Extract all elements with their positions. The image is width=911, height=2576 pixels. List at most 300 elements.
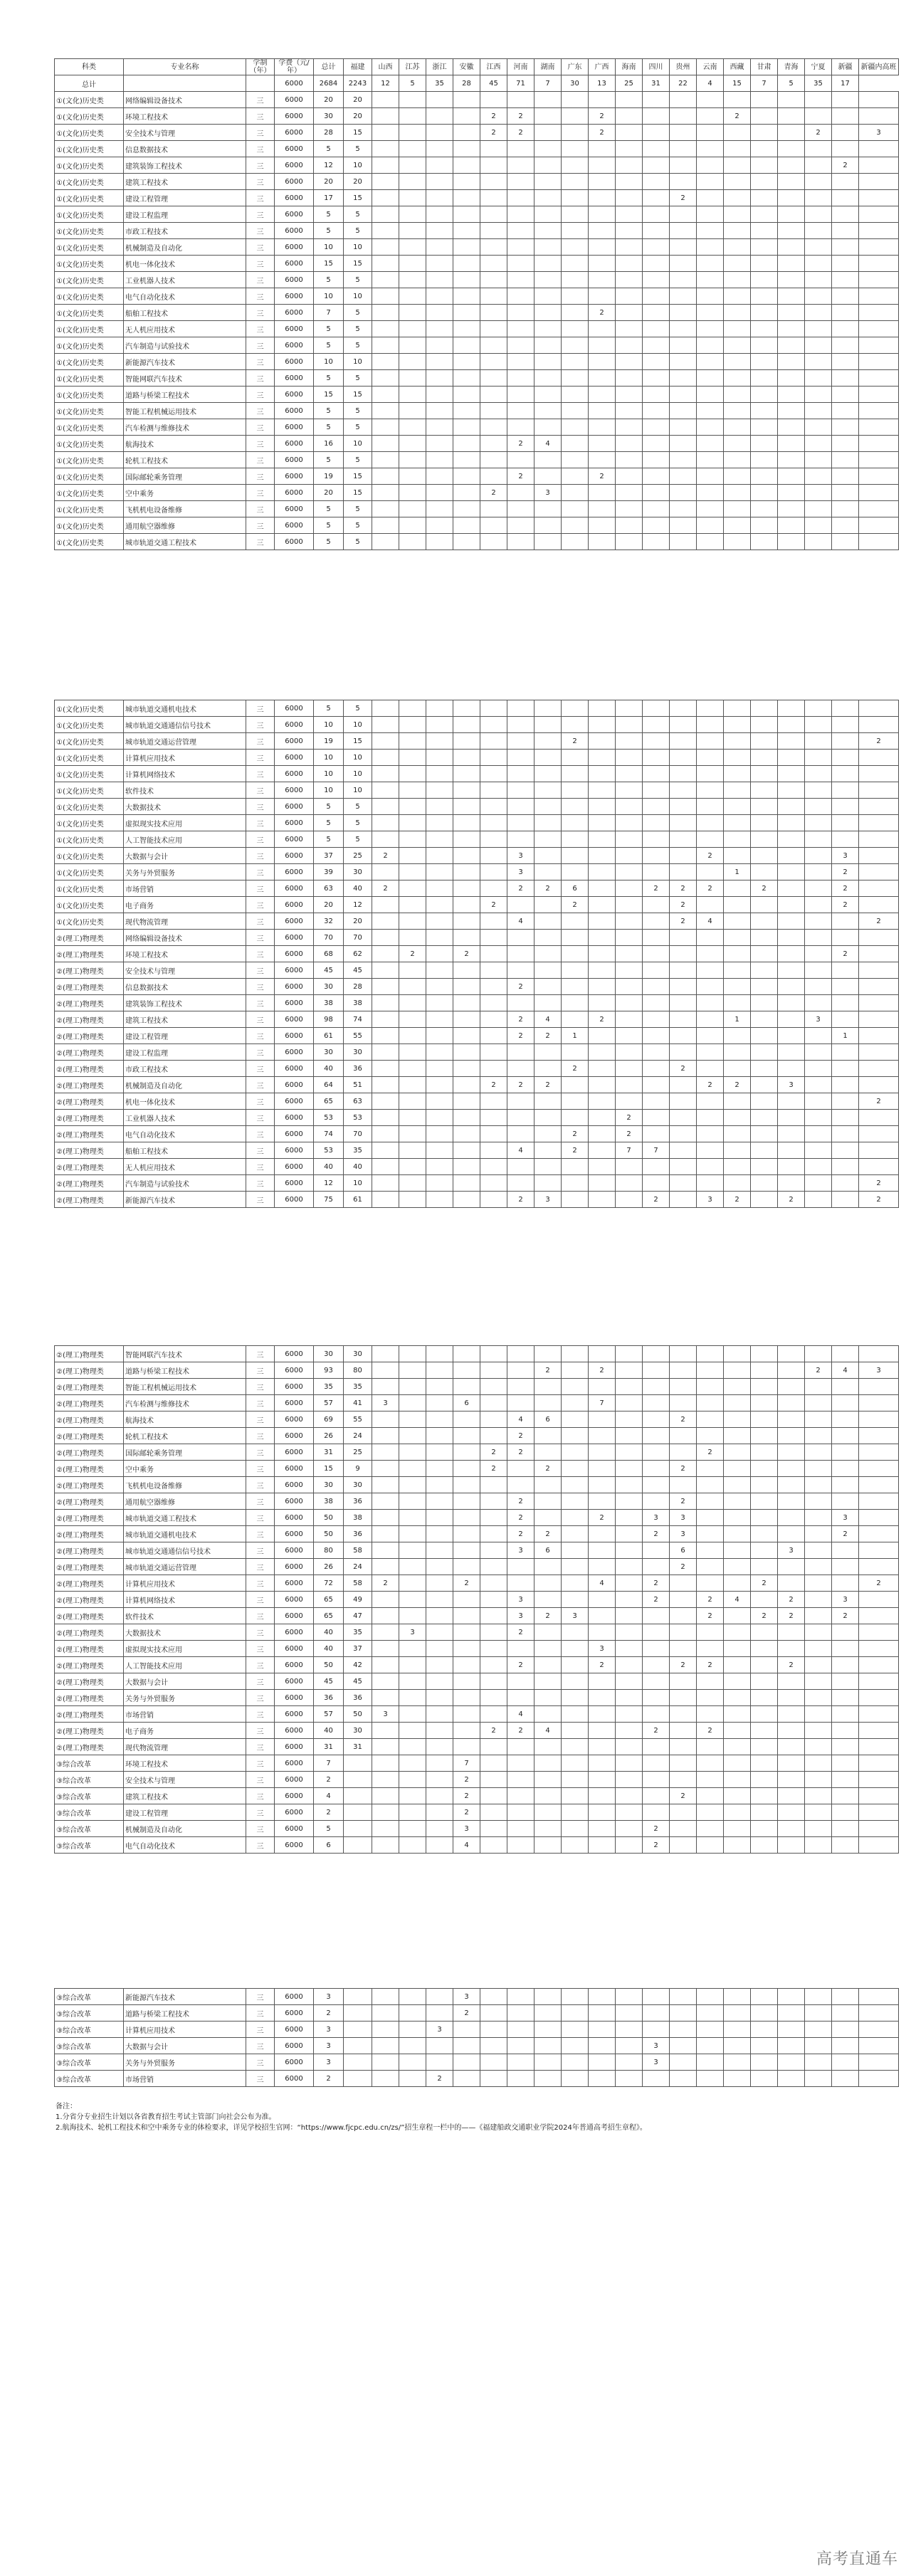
province-count-cell — [372, 1061, 399, 1077]
province-count-cell — [724, 534, 751, 550]
province-count-cell — [724, 1444, 751, 1461]
province-count-cell — [372, 1077, 399, 1093]
major-name-cell: 关务与外贸服务 — [124, 864, 246, 880]
tuition-cell: 6000 — [275, 2022, 314, 2038]
province-count-cell — [562, 1477, 589, 1493]
province-count-cell — [805, 1061, 832, 1077]
tuition-cell: 6000 — [275, 799, 314, 815]
province-count-cell — [562, 2071, 589, 2087]
province-count-cell — [670, 223, 697, 239]
province-count-cell: 2 — [480, 897, 507, 913]
province-count-cell — [697, 1542, 724, 1559]
province-count-cell — [805, 995, 832, 1011]
province-count-cell — [805, 141, 832, 157]
province-count-cell: 2 — [643, 1526, 670, 1542]
province-count-cell — [589, 1444, 616, 1461]
row-total-cell: 50 — [314, 1526, 344, 1542]
province-count-cell — [535, 2071, 562, 2087]
province-count-cell — [724, 1061, 751, 1077]
tuition-cell: 6000 — [275, 1477, 314, 1493]
province-count-cell: 5 — [344, 534, 372, 550]
province-count-cell — [426, 2054, 453, 2071]
province-count-cell — [697, 108, 724, 125]
province-count-cell: 3 — [643, 1510, 670, 1526]
header-province: 江西 — [480, 59, 507, 75]
province-count-cell: 30 — [344, 864, 372, 880]
duration-cell: 三 — [246, 799, 275, 815]
province-count-cell — [643, 485, 670, 501]
province-count-cell — [507, 1755, 535, 1772]
province-count-cell — [778, 387, 805, 403]
province-count-cell — [778, 1989, 805, 2005]
province-count-cell — [562, 108, 589, 125]
province-count-cell — [480, 1411, 507, 1428]
province-count-cell — [724, 831, 751, 848]
category-cell: ①(文化)历史类 — [55, 403, 124, 419]
province-count-cell — [426, 125, 453, 141]
province-count-cell — [643, 354, 670, 370]
province-count-cell — [805, 1493, 832, 1510]
province-count-cell — [643, 717, 670, 733]
province-count-cell — [426, 1608, 453, 1624]
province-count-cell: 2 — [562, 1142, 589, 1159]
duration-cell: 三 — [246, 1159, 275, 1175]
province-count-cell — [805, 1575, 832, 1592]
province-count-cell — [480, 1526, 507, 1542]
row-total-cell: 65 — [314, 1608, 344, 1624]
province-count-cell — [426, 321, 453, 337]
province-count-cell: 2 — [670, 913, 697, 930]
province-count-cell: 70 — [344, 1126, 372, 1142]
table-row — [55, 1428, 899, 1444]
province-count-cell — [751, 501, 778, 517]
province-count-cell — [399, 2071, 426, 2087]
major-name-cell: 船舶工程技术 — [124, 305, 246, 321]
province-count-cell — [697, 485, 724, 501]
category-cell: ②(理工)物理类 — [55, 1493, 124, 1510]
province-count-cell — [453, 1126, 480, 1142]
province-count-cell — [535, 174, 562, 190]
province-count-cell — [697, 1379, 724, 1395]
province-count-cell — [399, 1411, 426, 1428]
province-count-cell — [832, 831, 859, 848]
province-count-cell — [778, 354, 805, 370]
province-count-cell — [670, 92, 697, 108]
province-count-cell — [859, 1011, 899, 1028]
province-count-cell — [859, 108, 899, 125]
row-total-cell: 5 — [314, 501, 344, 517]
province-count-cell — [399, 1821, 426, 1837]
duration-cell: 三 — [246, 272, 275, 288]
province-count-cell — [724, 1657, 751, 1673]
major-name-cell: 建筑工程技术 — [124, 1788, 246, 1804]
province-count-cell — [589, 831, 616, 848]
province-count-cell — [805, 1395, 832, 1411]
province-count-cell — [832, 1624, 859, 1641]
duration-cell: 三 — [246, 141, 275, 157]
tuition-cell: 6000 — [275, 1411, 314, 1428]
province-count-cell — [805, 1379, 832, 1395]
province-count-cell — [507, 206, 535, 223]
province-count-cell — [751, 962, 778, 979]
province-count-cell — [372, 1346, 399, 1362]
province-count-cell — [426, 174, 453, 190]
province-count-cell — [859, 995, 899, 1011]
table-row — [55, 1821, 899, 1837]
province-count-cell — [805, 1641, 832, 1657]
tuition-cell: 6000 — [275, 1837, 314, 1854]
province-count-cell — [507, 1061, 535, 1077]
province-count-cell: 3 — [535, 1192, 562, 1208]
row-total-cell: 53 — [314, 1110, 344, 1126]
table-row — [55, 370, 899, 387]
province-count-cell — [670, 206, 697, 223]
province-count-cell — [616, 733, 643, 750]
province-count-cell — [535, 995, 562, 1011]
duration-cell: 三 — [246, 1428, 275, 1444]
tuition-cell: 6000 — [275, 1428, 314, 1444]
province-count-cell — [751, 1755, 778, 1772]
province-count-cell — [859, 2005, 899, 2022]
province-count-cell — [805, 1772, 832, 1788]
province-count-cell — [805, 485, 832, 501]
province-count-cell — [643, 174, 670, 190]
province-count-cell: 61 — [344, 1192, 372, 1208]
province-count-cell — [535, 1477, 562, 1493]
table-row — [55, 815, 899, 831]
province-count-cell — [751, 1739, 778, 1755]
province-count-cell: 40 — [344, 880, 372, 897]
province-count-cell — [778, 880, 805, 897]
province-count-cell: 10 — [344, 782, 372, 799]
province-count-cell: 1 — [724, 1011, 751, 1028]
province-count-cell — [805, 930, 832, 946]
province-count-cell — [426, 1028, 453, 1044]
province-count-cell — [562, 452, 589, 468]
table-row — [55, 436, 899, 452]
province-count-cell — [859, 1821, 899, 1837]
table-row — [55, 1411, 899, 1428]
province-count-cell — [372, 354, 399, 370]
province-count-cell — [535, 337, 562, 354]
province-count-cell — [535, 2038, 562, 2054]
province-count-cell — [697, 1346, 724, 1362]
province-count-cell — [778, 1641, 805, 1657]
duration-cell: 三 — [246, 452, 275, 468]
province-count-cell — [778, 766, 805, 782]
province-count-cell — [480, 452, 507, 468]
province-count-cell: 2 — [670, 1559, 697, 1575]
major-name-cell: 空中乘务 — [124, 1461, 246, 1477]
province-count-cell — [697, 1159, 724, 1175]
province-count-cell — [832, 2071, 859, 2087]
province-count-cell — [399, 831, 426, 848]
tuition-cell: 6000 — [275, 2038, 314, 2054]
province-count-cell — [426, 750, 453, 766]
province-count-cell — [372, 1510, 399, 1526]
category-cell: ②(理工)物理类 — [55, 1723, 124, 1739]
province-count-cell — [480, 2005, 507, 2022]
province-count-cell — [562, 468, 589, 485]
province-count-cell — [480, 930, 507, 946]
province-count-cell — [643, 2071, 670, 2087]
province-count-cell — [616, 1093, 643, 1110]
row-total-cell: 32 — [314, 913, 344, 930]
province-count-cell: 25 — [344, 1444, 372, 1461]
province-count-cell — [616, 272, 643, 288]
province-count-cell — [616, 452, 643, 468]
province-count-cell — [643, 1755, 670, 1772]
province-count-cell — [832, 288, 859, 305]
province-count-cell — [832, 1690, 859, 1706]
province-count-cell — [643, 468, 670, 485]
province-count-cell — [426, 419, 453, 436]
province-count-cell — [697, 766, 724, 782]
province-count-cell: 25 — [344, 848, 372, 864]
province-count-cell — [426, 1093, 453, 1110]
province-count-cell: 3 — [399, 1624, 426, 1641]
province-count-cell — [426, 206, 453, 223]
province-count-cell: 40 — [344, 1159, 372, 1175]
province-count-cell — [480, 370, 507, 387]
province-count-cell — [832, 1346, 859, 1362]
province-count-cell — [616, 1428, 643, 1444]
province-count-cell: 35 — [344, 1142, 372, 1159]
province-count-cell: 15 — [344, 190, 372, 206]
province-count-cell — [778, 1044, 805, 1061]
province-count-cell — [426, 1772, 453, 1788]
province-count-cell: 2 — [724, 108, 751, 125]
province-count-cell — [453, 1379, 480, 1395]
province-count-cell — [589, 766, 616, 782]
province-count-cell: 2 — [778, 1657, 805, 1673]
province-count-cell — [426, 1788, 453, 1804]
major-name-cell: 通用航空器维修 — [124, 1493, 246, 1510]
table-row — [55, 1723, 899, 1739]
province-count-cell — [697, 1126, 724, 1142]
duration-cell: 三 — [246, 387, 275, 403]
province-count-cell — [670, 1804, 697, 1821]
row-total-cell: 63 — [314, 880, 344, 897]
province-count-cell — [643, 1739, 670, 1755]
province-count-cell — [372, 2005, 399, 2022]
total-value: 5 — [399, 75, 426, 92]
province-count-cell: 2 — [724, 1192, 751, 1208]
province-count-cell — [751, 831, 778, 848]
province-count-cell — [832, 962, 859, 979]
province-count-cell — [616, 501, 643, 517]
province-count-cell — [670, 700, 697, 717]
province-count-cell: 3 — [372, 1706, 399, 1723]
province-count-cell: 2 — [562, 733, 589, 750]
province-count-cell — [453, 485, 480, 501]
province-count-cell — [480, 2038, 507, 2054]
province-count-cell — [372, 108, 399, 125]
province-count-cell — [643, 1706, 670, 1723]
province-count-cell — [372, 2054, 399, 2071]
province-count-cell — [805, 1559, 832, 1575]
province-count-cell — [426, 700, 453, 717]
province-count-cell — [697, 305, 724, 321]
province-count-cell — [399, 485, 426, 501]
major-name-cell: 航海技术 — [124, 436, 246, 452]
province-count-cell — [372, 256, 399, 272]
duration-cell: 三 — [246, 897, 275, 913]
province-count-cell — [589, 1077, 616, 1093]
province-count-cell — [697, 1526, 724, 1542]
province-count-cell — [399, 1755, 426, 1772]
province-count-cell — [670, 305, 697, 321]
duration-cell: 三 — [246, 1739, 275, 1755]
province-count-cell — [453, 1044, 480, 1061]
province-count-cell — [399, 174, 426, 190]
major-name-cell: 道路与桥梁工程技术 — [124, 387, 246, 403]
province-count-cell — [399, 1061, 426, 1077]
tuition-cell: 6000 — [275, 733, 314, 750]
province-count-cell — [778, 1395, 805, 1411]
tuition-cell: 6000 — [275, 848, 314, 864]
province-count-cell — [670, 1379, 697, 1395]
province-count-cell — [724, 1624, 751, 1641]
province-count-cell — [805, 897, 832, 913]
province-count-cell — [372, 1044, 399, 1061]
category-cell: ①(文化)历史类 — [55, 125, 124, 141]
province-count-cell — [751, 1706, 778, 1723]
province-count-cell: 2 — [453, 1772, 480, 1788]
province-count-cell — [535, 288, 562, 305]
duration-cell: 三 — [246, 108, 275, 125]
category-cell: ①(文化)历史类 — [55, 223, 124, 239]
duration-cell: 三 — [246, 1126, 275, 1142]
province-count-cell — [589, 2005, 616, 2022]
province-count-cell — [643, 848, 670, 864]
enrollment-table-page-2 — [54, 700, 899, 1208]
province-count-cell — [453, 1444, 480, 1461]
province-count-cell — [426, 1641, 453, 1657]
major-name-cell: 大数据技术 — [124, 799, 246, 815]
province-count-cell — [535, 1641, 562, 1657]
province-count-cell — [426, 387, 453, 403]
province-count-cell — [670, 1706, 697, 1723]
table-row — [55, 1444, 899, 1461]
province-count-cell — [859, 930, 899, 946]
province-count-cell — [426, 436, 453, 452]
province-count-cell — [616, 1575, 643, 1592]
major-name-cell: 计算机应用技术 — [124, 1575, 246, 1592]
province-count-cell — [778, 2005, 805, 2022]
duration-cell: 三 — [246, 1077, 275, 1093]
duration-cell: 三 — [246, 1044, 275, 1061]
province-count-cell — [426, 1175, 453, 1192]
province-count-cell: 2 — [507, 1493, 535, 1510]
province-count-cell: 24 — [344, 1428, 372, 1444]
province-count-cell: 5 — [344, 321, 372, 337]
province-count-cell — [859, 92, 899, 108]
table-row — [55, 534, 899, 550]
province-count-cell — [670, 2054, 697, 2071]
province-count-cell — [724, 2005, 751, 2022]
province-count-cell — [832, 1395, 859, 1411]
table-row — [55, 1379, 899, 1395]
province-count-cell: 2 — [751, 1608, 778, 1624]
major-name-cell: 虚拟现实技术应用 — [124, 1641, 246, 1657]
total-value: 35 — [805, 75, 832, 92]
province-count-cell — [535, 1444, 562, 1461]
province-count-cell — [426, 1673, 453, 1690]
province-count-cell — [372, 1461, 399, 1477]
province-count-cell — [751, 174, 778, 190]
province-count-cell — [507, 1110, 535, 1126]
province-count-cell — [643, 1126, 670, 1142]
major-name-cell: 电气自动化技术 — [124, 1837, 246, 1854]
province-count-cell — [751, 1444, 778, 1461]
province-count-cell — [778, 1011, 805, 1028]
tuition-cell: 6000 — [275, 1175, 314, 1192]
header-province: 西藏 — [724, 59, 751, 75]
province-count-cell: 2 — [507, 1510, 535, 1526]
major-name-cell: 城市轨道交通机电技术 — [124, 1526, 246, 1542]
province-count-cell — [589, 1428, 616, 1444]
province-count-cell — [426, 354, 453, 370]
category-cell: ②(理工)物理类 — [55, 1395, 124, 1411]
province-count-cell: 35 — [344, 1379, 372, 1395]
province-count-cell — [670, 1044, 697, 1061]
province-count-cell — [399, 1379, 426, 1395]
province-count-cell: 3 — [643, 2038, 670, 2054]
province-count-cell: 2 — [643, 1723, 670, 1739]
province-count-cell — [643, 1641, 670, 1657]
table-row — [55, 1346, 899, 1362]
province-count-cell — [426, 1526, 453, 1542]
province-count-cell: 5 — [344, 419, 372, 436]
province-count-cell — [453, 354, 480, 370]
province-count-cell — [562, 1559, 589, 1575]
province-count-cell — [562, 1690, 589, 1706]
province-count-cell — [805, 370, 832, 387]
province-count-cell — [778, 141, 805, 157]
province-count-cell — [372, 92, 399, 108]
duration-cell: 三 — [246, 288, 275, 305]
header-province: 云南 — [697, 59, 724, 75]
duration-cell: 三 — [246, 2054, 275, 2071]
duration-cell: 三 — [246, 2038, 275, 2054]
province-count-cell — [426, 880, 453, 897]
province-count-cell: 2 — [589, 305, 616, 321]
province-count-cell — [562, 1411, 589, 1428]
province-count-cell — [453, 1592, 480, 1608]
province-count-cell — [751, 141, 778, 157]
province-count-cell — [697, 1821, 724, 1837]
province-count-cell — [643, 452, 670, 468]
province-count-cell — [399, 1526, 426, 1542]
header-province: 福建 — [344, 59, 372, 75]
province-count-cell — [616, 1175, 643, 1192]
province-count-cell — [562, 1110, 589, 1126]
province-count-cell — [859, 1706, 899, 1723]
row-total-cell: 5 — [314, 403, 344, 419]
row-total-cell: 5 — [314, 321, 344, 337]
province-count-cell — [399, 1723, 426, 1739]
province-count-cell — [344, 1788, 372, 1804]
duration-cell: 三 — [246, 1542, 275, 1559]
tuition-cell: 6000 — [275, 1723, 314, 1739]
province-count-cell — [535, 223, 562, 239]
province-count-cell — [751, 1493, 778, 1510]
province-count-cell — [589, 501, 616, 517]
province-count-cell — [589, 2038, 616, 2054]
major-name-cell: 市场营销 — [124, 2071, 246, 2087]
province-count-cell — [643, 750, 670, 766]
